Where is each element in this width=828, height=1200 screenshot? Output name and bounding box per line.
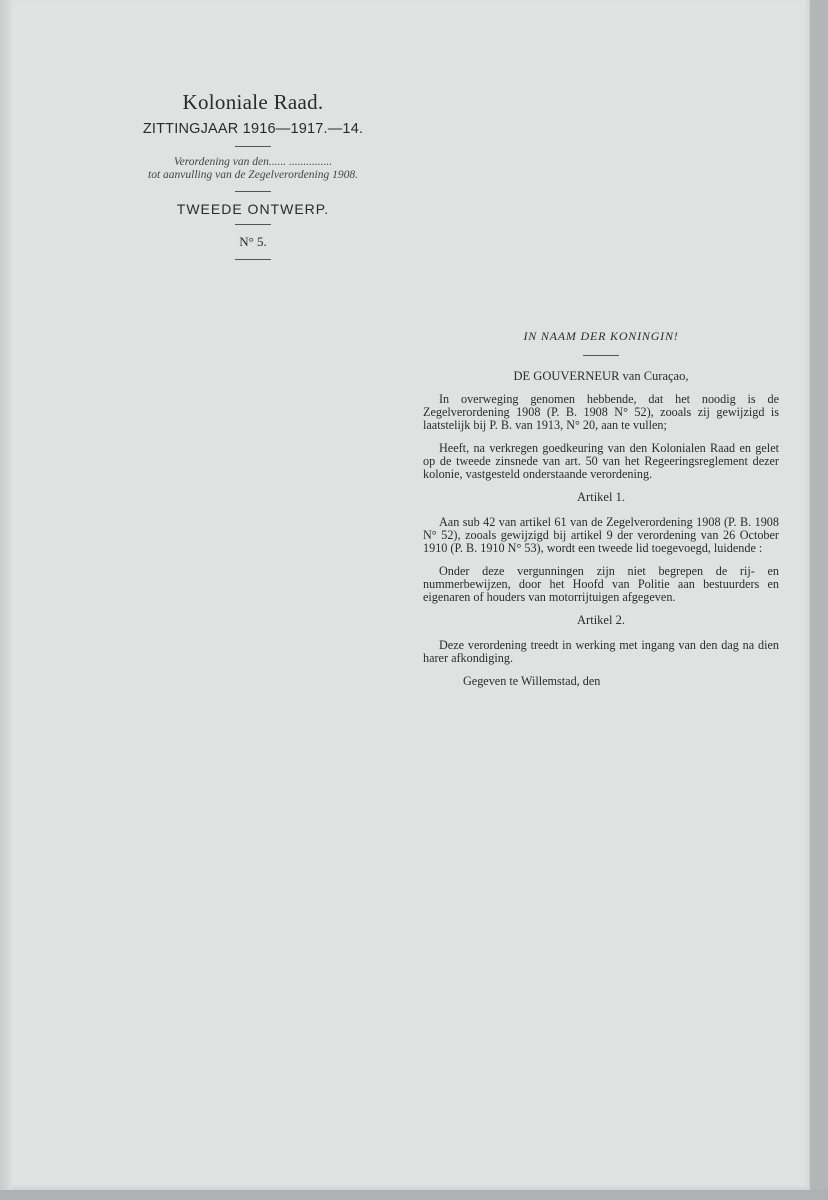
document-number: N° 5. xyxy=(239,234,267,249)
enactment-paragraph: Heeft, na verkregen goedkeuring van den Kolonialen Raad en gelet op de tweede zinsnede van art. 50 van het Regeeringsreglement dezer kolonie, vastgesteld onderstaande verordening. xyxy=(423,441,779,481)
header-divider xyxy=(235,224,271,225)
document-header xyxy=(118,90,388,269)
royal-heading: IN NAAM DER KONINGIN! xyxy=(523,329,679,343)
article-2-title: Artikel 2. xyxy=(577,613,625,627)
header-divider xyxy=(235,259,271,260)
header-divider xyxy=(235,191,271,192)
article-1-quoted-paragraph: Onder deze vergunningen zijn niet begrepen de rij- en nummerbewijzen, door het Hoofd van Politie aan bestuurders en eigenaren of houders van motorrijtuigen afgegeven. xyxy=(423,564,779,604)
header-divider xyxy=(235,146,271,147)
article-1-title: Artikel 1. xyxy=(577,490,625,504)
preamble-paragraph: In overweging genomen hebbende, dat het noodig is de Zegelverordening 1908 (P. B. 1908 N° 52), zooals zij gewijzigd is laatstelijk bij P. B. van 1913, N° 20, aan te vullen; xyxy=(423,392,779,432)
ordinance-text xyxy=(423,330,779,688)
article-1-paragraph: Aan sub 42 van artikel 61 van de Zegelverordening 1908 (P. B. 1908 N° 52), zooals gewijzigd bij artikel 9 der verordening van 26 October 1910 (P. B. 1910 N° 53), wordt een tweede lid toegevoegd, luidende : xyxy=(423,515,779,555)
session-year: ZITTINGJAAR 1916—1917.—14. xyxy=(142,121,364,137)
governor-line: DE GOUVERNEUR van Curaçao, xyxy=(513,369,689,383)
council-title: Koloniale Raad. xyxy=(182,90,324,114)
scan-right-border xyxy=(810,0,828,1200)
subject-line-2: tot aanvulling van de Zegelverordening 1908. xyxy=(148,169,358,181)
scan-bottom-border xyxy=(0,1190,828,1200)
subject-line-1: Verordening van den...... ............... xyxy=(173,156,333,168)
body-divider xyxy=(583,355,619,356)
article-2-paragraph: Deze verordening treedt in werking met ingang van den dag na dien harer afkondiging. xyxy=(423,638,779,665)
draft-label: TWEEDE ONTWERP. xyxy=(176,201,330,217)
page-binding-edge xyxy=(0,0,12,1190)
closing-line: Gegeven te Willemstad, den xyxy=(463,674,601,688)
